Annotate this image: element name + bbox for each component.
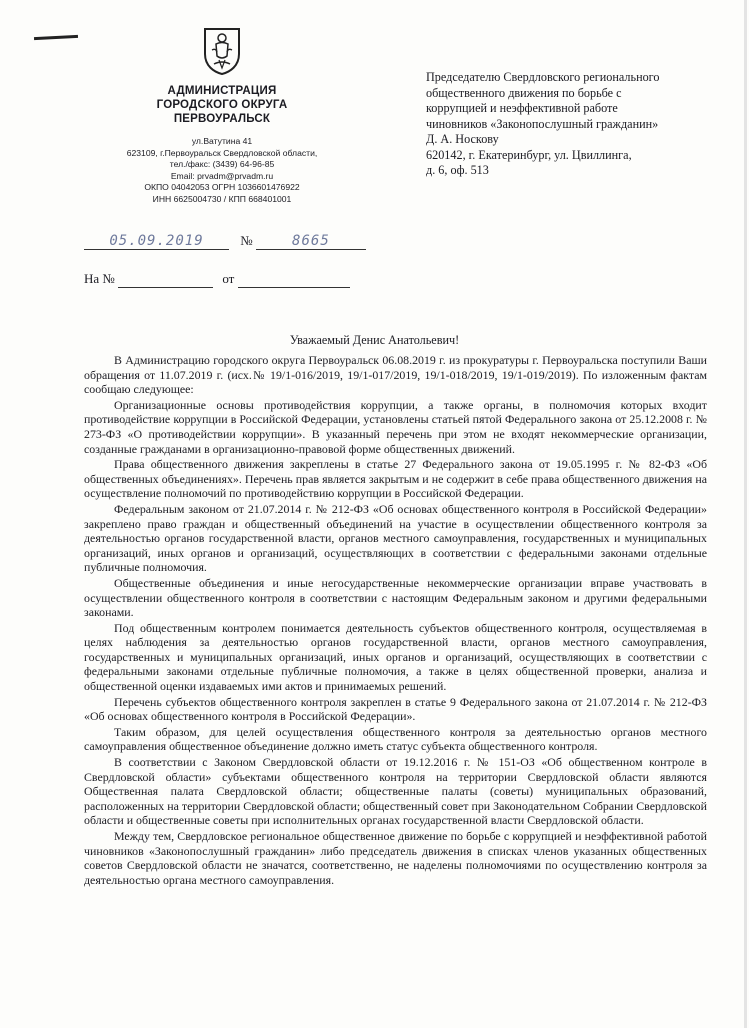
addressee-name: Д. А. Носкову bbox=[426, 132, 499, 146]
body-paragraph: Федеральным законом от 21.07.2014 г. № 212-ФЗ «Об основах общественного контроля в Российской Федерации» закреплено право граждан и общественный объединений на участие в осуществлении общественного контроля за деятельностью органов государственной власти, органов местного самоуправления, государственных и муниципальных организаций, иных органов и организаций, осуществляющих в соответствии с федеральными законами отдельные публичные полномочия. bbox=[84, 501, 707, 575]
letter-body bbox=[84, 353, 707, 887]
body-paragraph: Права общественного движения закреплены в статье 27 Федерального закона от 19.05.1995 г. № 82-ФЗ «Об общественных объединениях». Перечень прав является закрытым и не содержит в себе права общественного движения на осуществление полномочий по противодействию коррупции в Российской Федерации. bbox=[84, 457, 707, 501]
body-paragraph: Перечень субъектов общественного контроля закреплен в статье 9 Федерального закона от 21.07.2014 г. № 212-ФЗ «Об основах общественного контроля в Российской Федерации». bbox=[84, 694, 707, 724]
body-paragraph: В Администрацию городского округа Первоуральск 06.08.2019 г. из прокуратуры г. Первоуральска поступили Ваши обращения от 11.07.2019 г. (исх.№ 19/1-016/2019, 19/1-017/2019, 19/1-018/2019, 19/1-019/2019). По изложенным фактам сообщаю следующее: bbox=[84, 353, 707, 397]
addressee-block bbox=[426, 70, 726, 179]
addressee-line: коррупцией и неэффективной работе bbox=[426, 101, 618, 115]
org-name-line1: АДМИНИСТРАЦИЯ bbox=[167, 85, 277, 97]
addressee-line: общественного движения по борьбе с bbox=[426, 85, 622, 100]
ref-from-label: от bbox=[222, 271, 235, 286]
org-inn-kpp: ИНН 6625004730 / КПП 668401001 bbox=[152, 193, 292, 204]
body-paragraph: Таким образом, для целей осуществления общественного контроля за деятельностью органов местного самоуправления общественное объединение должно иметь статус субъекта общественного контроля. bbox=[84, 724, 707, 754]
scan-mark bbox=[34, 35, 78, 40]
org-address-city: 623109, г.Первоуральск Свердловской области, bbox=[126, 147, 318, 158]
greeting: Уважаемый Денис Анатольевич! bbox=[289, 333, 460, 347]
letterhead bbox=[92, 26, 352, 205]
number-sign: № bbox=[240, 233, 253, 248]
org-okpo-ogrn: ОКПО 04042053 ОГРН 1036601476922 bbox=[144, 182, 300, 192]
ref-date-blank bbox=[238, 271, 350, 288]
org-address-street: ул.Ватутина 41 bbox=[191, 136, 253, 146]
coat-of-arms-icon bbox=[202, 26, 242, 76]
body-paragraph: Организационные основы противодействия коррупции, а также органы, в полномочия которых входит противодействие коррупции в Российской Федерации, установлены статьей пятой Федерального закона от 25.12.2008 г. № 273-ФЗ «О противодействии коррупции». В указанный перечень при этом не входят некоммерческие организации, созданные гражданами в организационно-правовой форме общественных движений. bbox=[84, 397, 707, 456]
org-email: Email: prvadm@prvadm.ru bbox=[170, 170, 274, 181]
ref-number-blank bbox=[118, 271, 213, 288]
org-name-line2: ГОРОДСКОГО ОКРУГА bbox=[156, 99, 288, 111]
registration-line bbox=[84, 233, 366, 250]
addressee-line: Председателю Свердловского регионального bbox=[426, 70, 660, 84]
ref-number-label: На № bbox=[84, 271, 115, 286]
org-name-line3: ПЕРВОУРАЛЬСК bbox=[173, 113, 271, 125]
org-phone: тел./факс: (3439) 64-96-85 bbox=[169, 159, 275, 169]
body-paragraph: Под общественным контролем понимается деятельность субъектов общественного контроля, осуществляемая в целях наблюдения за деятельностью органов государственной власти, органов местного самоуправления, государственных и муниципальных организаций, иных органов и организаций, осуществляющих в соответствии с федеральными законами отдельные публичные полномочия, а также в целях общественной проверки, анализа и общественной оценки издаваемых ими актов и принимаемых решений. bbox=[84, 620, 707, 694]
outgoing-number: 8665 bbox=[256, 233, 366, 250]
body-paragraph: В соответствии с Законом Свердловской области от 19.12.2016 г. № 151-ОЗ «Об общественном контроле в Свердловской области» субъектами общественного контроля на территории Свердловской области являются Общественная палата Свердловской области; общественные палаты (советы) муниципальных образований, расположенных на территории Свердловской области; общественный совет при Законодательном Собрании Свердловской области и общественные советы при исполнительных органах государственной власти Свердловской области. bbox=[84, 755, 707, 828]
scan-edge bbox=[744, 0, 747, 1028]
addressee-address: д. 6, оф. 513 bbox=[426, 163, 489, 177]
reference-line bbox=[84, 271, 350, 288]
body-paragraph: Общественные объединения и иные негосударственные некоммерческие организации вправе участвовать в осуществлении общественного контроля в соответствии с настоящим Федеральным законом и другими федеральными законами. bbox=[84, 575, 707, 620]
outgoing-date: 05.09.2019 bbox=[84, 233, 229, 250]
addressee-line: чиновников «Законопослушный гражданин» bbox=[426, 116, 659, 131]
body-paragraph: Между тем, Свердловское региональное общественное движение по борьбе с коррупцией и неэффективной работой чиновников «Законопослушный гражданин» либо председатель движения в списках членов указанных общественных советов Свердловской области не значатся, соответственно, не наделены полномочиями по осуществлению контроля за деятельностью органа местного самоуправления. bbox=[84, 829, 707, 887]
addressee-address: 620142, г. Екатеринбург, ул. Цвиллинга, bbox=[426, 147, 632, 162]
